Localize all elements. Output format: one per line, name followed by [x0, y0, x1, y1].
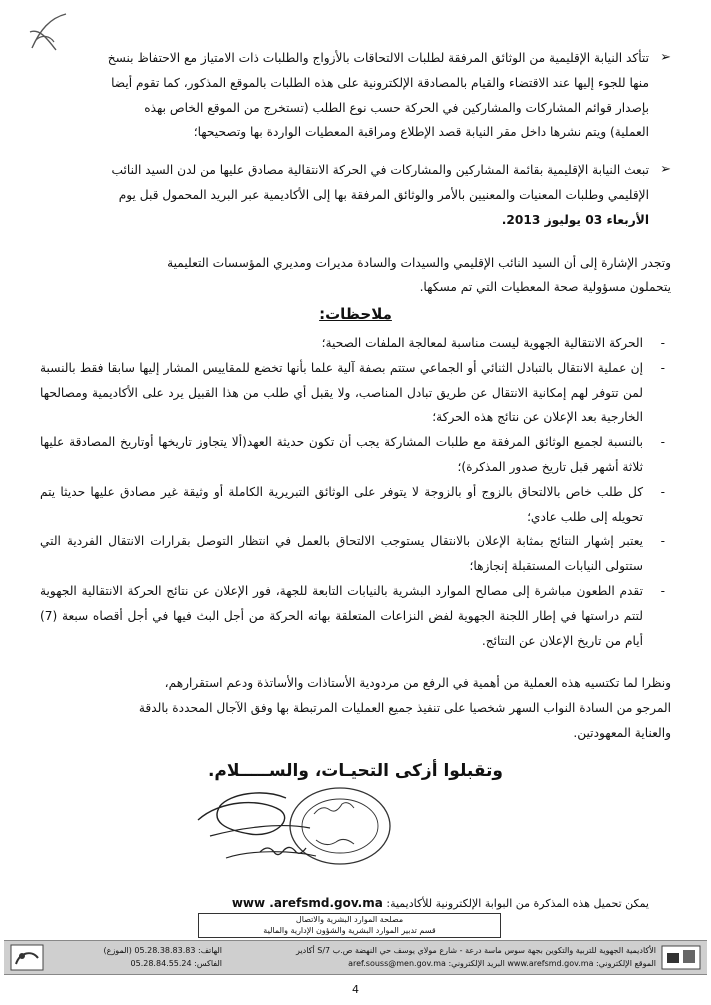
- arrow-bullet-icon: ➢: [660, 50, 671, 65]
- page-number: 4: [352, 983, 359, 996]
- text-line: منها للجوء إليها عند الاقتضاء والقيام بالمصادقة الإلكترونية على هذه الطلبات بالموقع المذكور، كما تقوم أيضا: [111, 75, 649, 90]
- text-line: تبعث النيابة الإقليمية بقائمة المشاركين والمشاركات في الحركة الانتقالية مصادق عليها من لدن السيد النائب: [111, 163, 649, 178]
- download-note: يمكن تحميل هذه المذكرة من البوابة الإلكترونية للأكاديمية: www .arefsmd.gov.ma: [231, 896, 649, 910]
- closing-paragraph: [40, 671, 671, 745]
- remark-item: - كل طلب خاص بالالتحاق بالزوج أو بالزوجة لا يتوفر على الوثائق التبريرية الكاملة أو وثيقة غير مصادق عليها حديثا يتم تحويله إلى طلب عادي؛: [40, 484, 665, 524]
- remark-item: - تقدم الطعون مباشرة إلى مصالح الموارد البشرية بالنيابات التابعة للجهة، فور الإعلان عن نتائج الحركة الانتقالية الجهوية لتتم دراستها في إطار اللجنة الجهوية لفض النزاعات المتعلقة بهاته الحركة من أجل البث فيها في أجل أقصاه سبعة (7) أيام من تاريخ الإعلان عن النتائج.: [40, 583, 665, 648]
- address-info: [216, 944, 656, 970]
- signature-stamp-icon: [190, 776, 430, 886]
- remark-item: - بالنسبة لجميع الوثائق المرفقة مع طلبات المشاركة يجب أن تكون حديثة العهد(ألا يتجاوز تاريخها أوتاريخ المصادقة عليها ثلاثة أشهر قبل تاريخ صدور المذكرة)؛: [40, 435, 665, 474]
- bullet-paragraph-2: [40, 158, 671, 232]
- text-line: ونظرا لما تكتسيه هذه العملية من أهمية في الرفع من مردودية الأستاذات والأساتذة ودعم استقرارهم،: [164, 676, 671, 691]
- text-line: بإصدار قوائم المشاركات والمشاركين في الحركة حسب نوع الطلب (تستخرج من الموقع الخاص بهذه: [144, 100, 649, 115]
- portal-link[interactable]: www .arefsmd.gov.ma: [231, 896, 383, 910]
- academy-logo-icon: [10, 944, 44, 971]
- remark-item: - يعتبر إشهار النتائج بمثابة الإعلان بالانتقال يستوجب الالتحاق بالعمل في انتظار التوصل بقرارات الانتقال الفردية التي ستتولى النيابات المستقبلة إنجازها؛: [40, 534, 665, 574]
- web-line: الموقع الإلكتروني: www.arefsmd.gov.ma البريد الإلكتروني: aref.souss@men.gov.ma: [348, 959, 656, 968]
- service-box: مصلحة الموارد البشرية والاتصال قسم تدبير الموارد البشرية والشؤون الإدارية والمالية: [198, 913, 501, 938]
- text-line: والعناية المعهودتين.: [573, 725, 671, 740]
- text-line: الإقليمي وطلبات المعنيات والمعنيين بالأمر والوثائق المرفقة بها إلى الأكاديمية عبر البريد المحمول قبل يوم: [118, 187, 649, 202]
- text-line: وتجدر الإشارة إلى أن السيد النائب الإقليمي والسيدات والسادة مديرات ومديري المؤسسات التعليمية: [167, 255, 671, 270]
- address-line: الأكاديمية الجهوية للتربية والتكوين بجهة سوس ماسة درعة - شارع مولاي يوسف حي النهضة ص.ب 7/S أكادير: [296, 946, 656, 955]
- ministry-logo-icon: [661, 945, 701, 970]
- bullet-paragraph-1: [40, 46, 671, 145]
- footer-banner: [4, 940, 707, 975]
- contact-info: [52, 944, 222, 970]
- document-body: [40, 46, 671, 784]
- remark-item: - إن عملية الانتقال بالتبادل الثنائي أو الجماعي ستتم بصفة آلية علما بأنها تخضع للمقاييس المشار إليها سابقا فقط بالنسبة لمن تتوفر لهم إمكانية الانتقال عن طريق تبادل المناصب، ولا يقبل أي طلب من هذا القبيل يرد على الأكاديمية ومصالحها الخارجية بعد الإعلان عن نتائج هذه الحركة؛: [40, 360, 665, 425]
- deadline-date: الأربعاء 03 يوليوز 2013.: [501, 212, 649, 227]
- text-line: يتحملون مسؤولية صحة المعطيات التي تم مسكها.: [419, 280, 671, 295]
- note-paragraph: [40, 251, 671, 301]
- text-line: تتأكد النيابة الإقليمية من الوثائق المرفقة لطلبات الالتحاقات بالأزواج والطلبات ذات الامتياز مع الاحتفاظ بنسخ: [107, 51, 649, 65]
- arrow-bullet-icon: ➢: [660, 162, 671, 178]
- salutation: وتقبلوا أزكى التحيـات، والســـــلام.: [207, 760, 504, 781]
- text-line: العملية) ويتم نشرها داخل مقر النيابة قصد الإطلاع ومراقبة المعطيات الواردة بها وتصحيحها؛: [193, 125, 649, 140]
- remark-item: - الحركة الانتقالية الجهوية ليست مناسبة لمعالجة الملفات الصحية؛: [321, 335, 665, 350]
- phone-number: الهاتف: 05.28.38.83.83 (الموزع): [103, 946, 222, 955]
- text-line: المرجو من السادة النواب السهر شخصيا على تنفيذ جميع العمليات المرتبطة بها وفق الآجال المحددة بالدقة: [138, 701, 671, 716]
- fax-number: الفاكس: 05.28.84.55.24: [130, 959, 222, 968]
- remarks-heading: ملاحظات:: [319, 305, 392, 324]
